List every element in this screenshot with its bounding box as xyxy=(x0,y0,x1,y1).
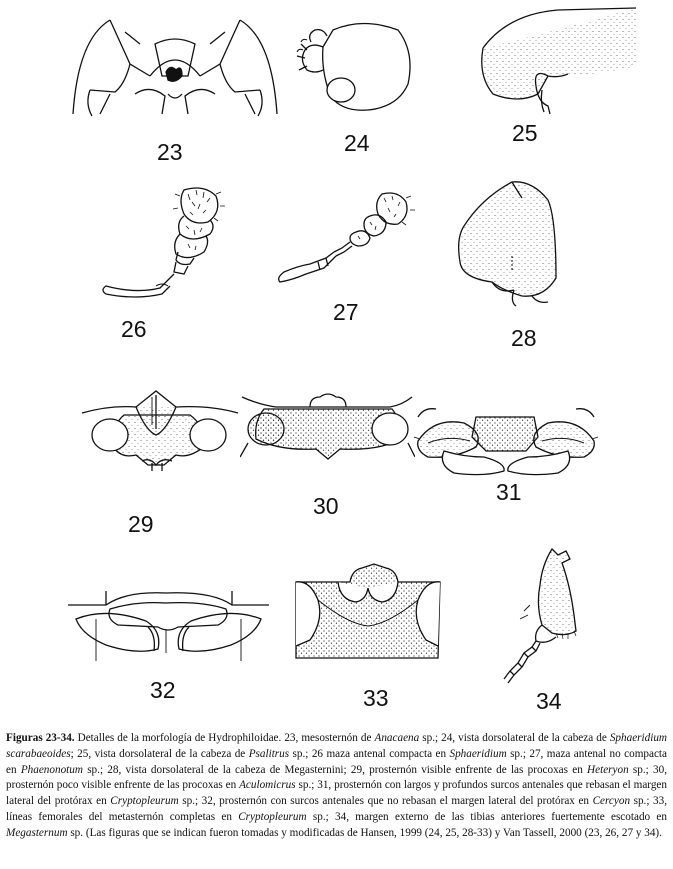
figure-26-label: 26 xyxy=(121,316,147,342)
figure-33-label: 33 xyxy=(363,685,389,711)
caption-taxon-name: Phaenonotum xyxy=(20,763,83,776)
caption-taxon-name: Sphaeridium xyxy=(449,747,507,760)
caption-taxon-name: Megasternum xyxy=(6,826,68,839)
figure-23-drawing xyxy=(70,14,280,119)
caption-text: sp.; 30, prosternón poco visible enfrente de las procoxas en xyxy=(6,763,668,792)
caption-text: ; 25, vista dorsolateral de la cabeza de xyxy=(70,747,249,760)
figure-29-label: 29 xyxy=(128,511,154,537)
figure-31-drawing xyxy=(414,397,599,482)
figure-26-drawing xyxy=(96,182,236,307)
figure-caption xyxy=(6,731,667,842)
caption-text: sp. (Las figuras que se indican fueron tomadas y modificadas de Hansen, 1999 (24, 25, 28-33) y Van Tassell, 2000 (23, 26, 27 y 34). xyxy=(67,826,662,839)
caption-text: sp.; 33, líneas femorales del metasternón completas en xyxy=(6,795,667,823)
figure-28-drawing xyxy=(452,178,562,308)
caption-taxon-name: Psalitrus xyxy=(248,747,290,760)
caption-text: sp.; 27, maza antenal no compacta en xyxy=(6,747,667,776)
figure-24-label: 24 xyxy=(344,130,370,156)
caption-title: Figuras 23-34. xyxy=(6,732,75,744)
figure-27-drawing xyxy=(270,186,420,296)
caption-taxon-name: Anacaena xyxy=(374,732,420,744)
caption-taxon-name: Cryptopleurum xyxy=(238,810,307,823)
caption-body xyxy=(6,732,667,839)
figure-29-drawing xyxy=(80,385,240,475)
caption-taxon-name: Heteryon xyxy=(587,763,629,776)
figure-31-label: 31 xyxy=(496,479,522,505)
caption-text: sp.; 32, prosternón con surcos antenales que no rebasan el margen lateral del protórax en xyxy=(178,795,593,808)
figure-23-label: 23 xyxy=(157,139,183,165)
caption-text: sp.; 24, vista dorsolateral de la cabeza de xyxy=(419,732,610,744)
caption-taxon-name: Aculomicrus xyxy=(239,779,296,792)
caption-text: sp.; 28, vista dorsolateral de la cabeza de Megasternini; 29, prosternón visible enfrente de las procoxas en xyxy=(82,763,588,776)
figure-24-drawing xyxy=(293,12,418,117)
figure-32-label: 32 xyxy=(150,677,176,703)
caption-taxon-name: Cercyon xyxy=(592,795,631,808)
figure-30-drawing xyxy=(240,387,415,467)
figure-25-label: 25 xyxy=(512,120,538,146)
figure-28-label: 28 xyxy=(511,325,537,351)
figure-32-drawing xyxy=(66,585,271,665)
figure-30-label: 30 xyxy=(313,493,339,519)
figure-27-label: 27 xyxy=(333,299,359,325)
caption-text: Detalles de la morfología de Hydrophiloidae. 23, mesosternón de xyxy=(74,732,375,744)
caption-text: sp.; 26 maza antenal compacta en xyxy=(289,747,450,760)
caption-text: sp.; 31, prosternón con largos y profundos surcos antenales que rebasan el margen lateral del protórax en xyxy=(6,779,667,808)
caption-taxon-name: Sphaeridium scarabaeoides xyxy=(6,732,667,760)
caption-text: sp.; 34, margen externo de las tibias anteriores fuertemente escotado en xyxy=(306,810,667,823)
figure-34-label: 34 xyxy=(536,688,562,714)
caption-taxon-name: Cryptopleurum xyxy=(110,795,179,808)
figure-34-drawing xyxy=(496,545,586,690)
figure-33-drawing xyxy=(288,560,448,665)
figure-25-drawing xyxy=(478,6,638,116)
